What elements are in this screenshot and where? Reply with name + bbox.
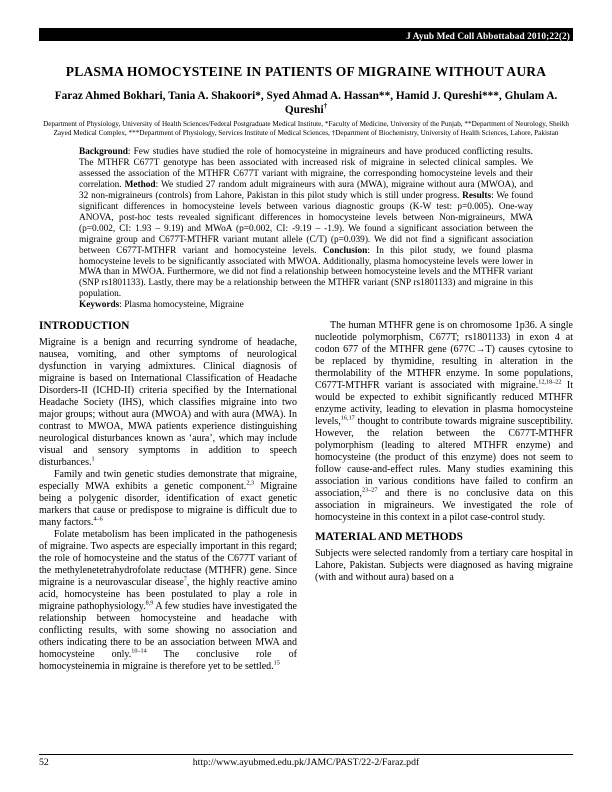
article-title: PLASMA HOMOCYSTEINE IN PATIENTS OF MIGRAINE WITHOUT AURA [65,64,547,79]
journal-header-bar [39,28,573,41]
keywords-line [79,300,533,311]
text-run: : Plasma homocysteine, Migraine [119,300,244,311]
intro-paragraph-4 [315,320,573,524]
text-run: Folate metabolism has been implicated in the pathogenesis of migraine. Two aspects are especially important in this regard; the role of homocysteine and the status of the C677T variant of the methylenetetrahydrofolate reductase (MTHFR) gene. Since migraine is a neurovascular disease [39,528,297,588]
text-run: thought to contribute towards migraine susceptibility. However, the relation between the C677T-MTHFR polymorphism (leading to altered MTHFR enzyme) and homocysteine (the product of this enzyme) does not seem to follow cause-and-effect rules. Many studies examining this association in various conditions have failed to confirm an association, [315,416,573,500]
page-content [39,28,573,692]
reference-superscript: 8,9 [145,599,154,607]
reference-superscript: 12,18–22 [538,379,562,387]
page-number: 52 [39,757,49,768]
article-authors [39,89,573,117]
reference-superscript: 10–14 [131,647,147,655]
text-run: Results [462,190,492,201]
article-affiliations: Department of Physiology, University of Health Sciences/Federal Postgraduate Medical Institute, *Faculty of Medicine, University of the Punjab, **Department of Neurology, Sheikh Zayed Medical Complex, ***Department of Physiology, Services Institute of Medical Sciences, †Department of Biochemistry, University of Health Sciences, Lahore, Pakistan [43,120,569,138]
text-run: Method [124,179,156,190]
text-run: Family and twin genetic studies demonstrate that migraine, especially MWA exhibits a genetic component. [39,468,297,492]
section-heading-introduction: INTRODUCTION [39,320,130,333]
text-run: : We found significant differences in homocysteine levels between various diagnostic groups (K-W test: p=0.005). One-way ANOVA, post-hoc tests revealed significant differences in homocysteine levels between Non-migraineurs, MWA (p=0.002, CI: 1.93 – 9.19) and MWoA (p=0.002, CI: -9.19 – -1.9). We found a significant association between the migraine group and C677T-MTHFR variant mutant allele (C/T) (p=0.039). We did not find a significant association between C677T-MTHFR variant and homocysteine levels. [79,190,533,256]
text-run: Conclusion [322,245,368,256]
text-run: : Few studies have studied the role of homocysteine in migraineurs and have produced conflicting results. The MTHFR C677T genotype has been associated with increased risk of migraine in selected clinical samples. We assessed the association of the MTHFR C677T variant with migraine, the corresponding homocysteine levels and their correlation. [79,146,533,190]
section-heading-material-and-methods: MATERIAL AND METHODS [315,531,463,544]
text-run: Keywords [79,300,120,311]
intro-paragraph-2 [39,469,297,529]
text-run: It would be expected to exhibit significantly reduced MTHFR enzyme activity, leading to elevation in plasma homocysteine levels, [315,380,573,428]
reference-superscript: 4–6 [93,515,103,523]
text-run: Background [79,146,128,157]
reference-superscript: † [323,102,328,111]
footer-url: http://www.ayubmed.edu.pk/JAMC/PAST/22-2/Faraz.pdf [192,757,420,768]
text-run: and there is no conclusive data on this association in migraineurs. We investigated the role of homocysteine in this context in a pilot case-control study. [315,488,573,524]
text-run: Migraine being a polygenic disorder, identification of exact genetic markers that cause or predispose to migraine is difficult due to many factors. [39,480,298,528]
reference-superscript: 15 [273,659,280,667]
text-run: The conclusive role of homocysteinemia in migraine is therefore yet to be settled. [39,648,298,672]
methods-paragraph-1 [315,548,573,584]
journal-citation: J Ayub Med Coll Abbottabad 2010;22(2) [406,32,570,42]
reference-superscript: 2,3 [246,479,255,487]
intro-paragraph-1 [39,337,297,469]
text-run: Faraz Ahmed Bokhari, Tania A. Shakoori*, Syed Ahmad A. Hassan**, Hamid J. Qureshi***, Ghulam A. Qureshi [54,89,558,116]
text-run: : In this pilot study, we found plasma homocysteine levels to be significantly associated with MWOA. Additionally, plasma homocysteine levels were lower in MWA than in MWOA. Furthermore, we did not find a relationship between homocysteine levels and the MTHFR variant (SNP rs1801133). Lastly, there may be a relationship between the MTHFR variant (SNP rs1801133) and migraine in this population. [79,245,533,300]
abstract-block [79,147,533,312]
abstract-text [79,147,533,301]
reference-superscript: 7 [183,575,187,583]
text-run: : We studied 27 random adult migraineurs with aura (MWA), migraine without aura (MWOA), and 32 non-migraineurs (controls) from Lahore, Pakistan in this pilot study which is still under progress. [79,179,534,201]
reference-superscript: 16,17 [340,415,355,423]
page-footer [39,754,573,768]
text-run: Subjects were selected randomly from a tertiary care hospital in Lahore, Pakistan. Subjects were diagnosed as having migraine (with and without aura) based on a [315,547,573,583]
text-run: , the highly reactive amino acid, homocysteine has been postulated to play a role in migraine pathophysiology. [39,576,297,612]
reference-superscript: 23–27 [361,487,378,495]
intro-paragraph-3 [39,529,297,673]
text-run: A few studies have investigated the relationship between homocysteine and headache with conflicting results, with some showing no association and others indicating there to be an association between MWA and homocysteine only. [39,600,297,660]
reference-superscript: 1 [91,455,95,463]
text-run: Migraine is a benign and recurring syndrome of headache, nausea, vomiting, and other symptoms of neurological dysfunction in varying admixtures. Clinical diagnosis of migraine is based on International Classification of Headache Disorders-II (ICHD-II) criteria specified by the International Headache Society (IHS), which classifies migraine into two major groups; without aura (MWOA) and with aura (MWA). In contrast to MWOA, MWA patients experience distinguishing neurological disturbances known as ‘aura’, which may include visual and sensory symptoms in addition to speech disturbances. [39,336,297,468]
text-run: The human MTHFR gene is on chromosome 1p36. A single nucleotide polymorphism, C677T; rs1801133) in exon 4 at codon 677 of the MTHFR gene (677C→T) causes cytosine to be replaced by thymidine, resulting in alteration in the thermolability of the MTHFR enzyme. In some populations, C677T-MTHFR variant is associated with migraine. [315,320,573,392]
article-body-columns [39,320,573,692]
